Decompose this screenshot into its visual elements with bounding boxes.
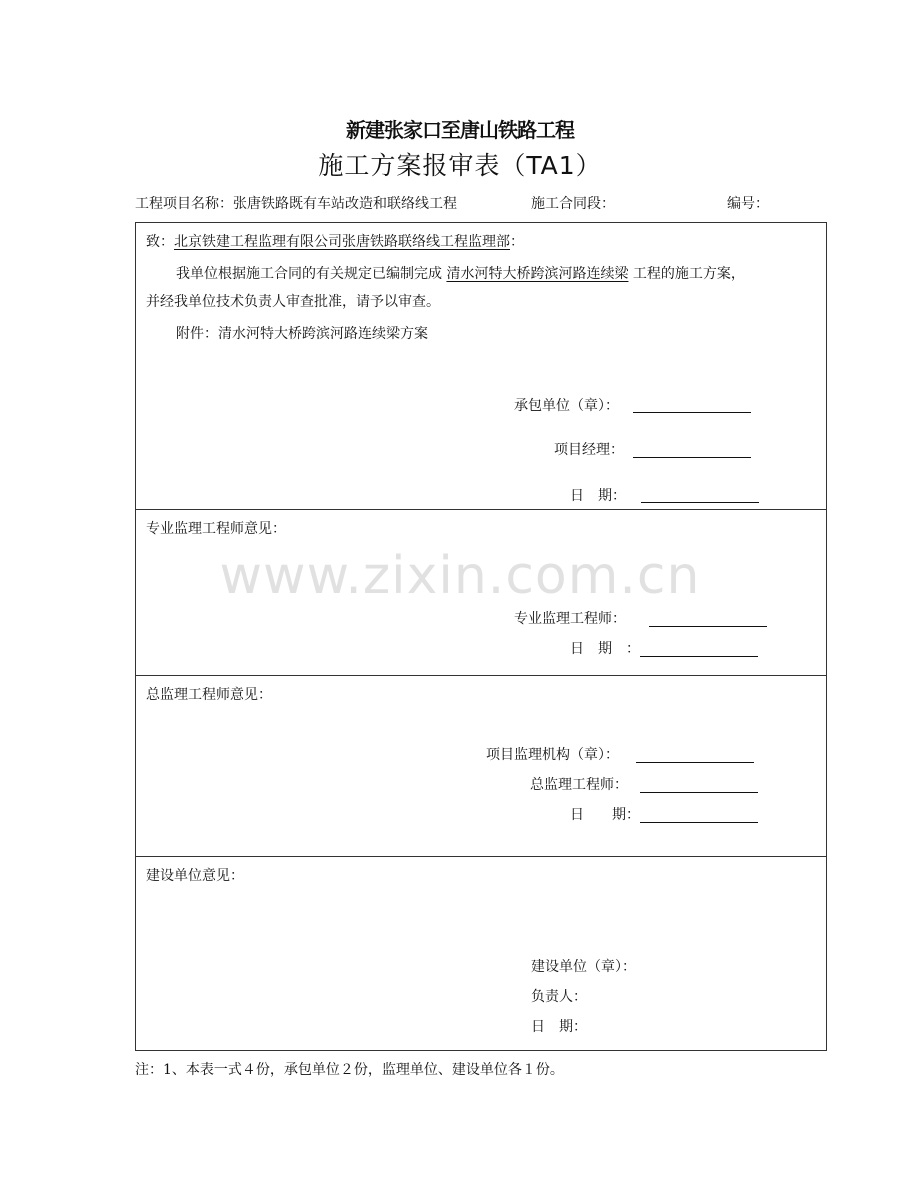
watermark: www.zixin.com.cn bbox=[219, 546, 701, 606]
supervision-org-label: 项目监理机构（章）： bbox=[486, 747, 619, 763]
supervision-org-line bbox=[636, 762, 754, 763]
chief-opinion-section bbox=[135, 675, 827, 857]
chief-engineer-line bbox=[640, 792, 758, 793]
specialist-opinion-section bbox=[135, 509, 827, 676]
contractor-seal-label: 承包单位（章）： bbox=[514, 398, 619, 414]
document-title: 新建张家口至唐山铁路工程 bbox=[346, 118, 574, 142]
addressee-line bbox=[146, 233, 524, 251]
project-name-row bbox=[135, 193, 457, 213]
addressee: 北京铁建工程监理有限公司张唐铁路联络线工程监理部 bbox=[174, 234, 510, 250]
specialist-date-line bbox=[640, 656, 758, 657]
body-text-part1: 我单位根据施工合同的有关规定已编制完成 bbox=[176, 266, 442, 282]
owner-seal-label: 建设单位（章）： bbox=[531, 959, 636, 975]
project-name-value: 张唐铁路既有车站改造和联络线工程 bbox=[233, 196, 457, 212]
number-label: 编号： bbox=[727, 196, 769, 212]
submission-date-line bbox=[641, 502, 759, 503]
addressee-colon: ： bbox=[510, 234, 524, 250]
project-manager-line bbox=[633, 457, 751, 458]
project-name-label: 工程项目名称： bbox=[135, 196, 233, 212]
body-text-part2: 工程的施工方案， bbox=[632, 266, 745, 282]
project-manager-label: 项目经理： bbox=[554, 442, 624, 458]
owner-opinion-heading: 建设单位意见： bbox=[146, 868, 244, 884]
submission-date-label: 日 期： bbox=[570, 488, 626, 504]
owner-person-label: 负责人： bbox=[531, 989, 587, 1005]
attachment-line: 附件：清水河特大桥跨滨河路连续梁方案 bbox=[176, 326, 428, 342]
to-label: 致： bbox=[146, 234, 174, 250]
owner-opinion-section bbox=[135, 856, 827, 1051]
specialist-engineer-label: 专业监理工程师： bbox=[514, 611, 626, 627]
owner-date-label: 日 期： bbox=[531, 1019, 587, 1035]
chief-engineer-label: 总监理工程师： bbox=[530, 777, 628, 793]
body-paragraph-line2: 并经我单位技术负责人审查批准，请予以审查。 bbox=[146, 294, 440, 310]
body-paragraph-line1 bbox=[176, 265, 745, 283]
submission-section bbox=[135, 222, 827, 510]
contract-section-label: 施工合同段： bbox=[531, 196, 615, 212]
chief-opinion-heading: 总监理工程师意见： bbox=[146, 687, 272, 703]
chief-date-line bbox=[640, 822, 758, 823]
specialist-engineer-line bbox=[649, 626, 767, 627]
chief-date-label: 日 期： bbox=[570, 807, 640, 823]
footnote: 注：1、本表一式４份，承包单位２份，监理单位、建设单位各１份。 bbox=[135, 1062, 564, 1078]
contractor-seal-line bbox=[633, 412, 751, 413]
form-title: 施工方案报审表（TA1） bbox=[318, 151, 602, 180]
specialist-opinion-heading: 专业监理工程师意见： bbox=[146, 521, 286, 537]
specialist-date-label: 日 期 ： bbox=[570, 641, 640, 657]
body-project-name: 清水河特大桥跨滨河路连续梁 bbox=[446, 266, 629, 282]
